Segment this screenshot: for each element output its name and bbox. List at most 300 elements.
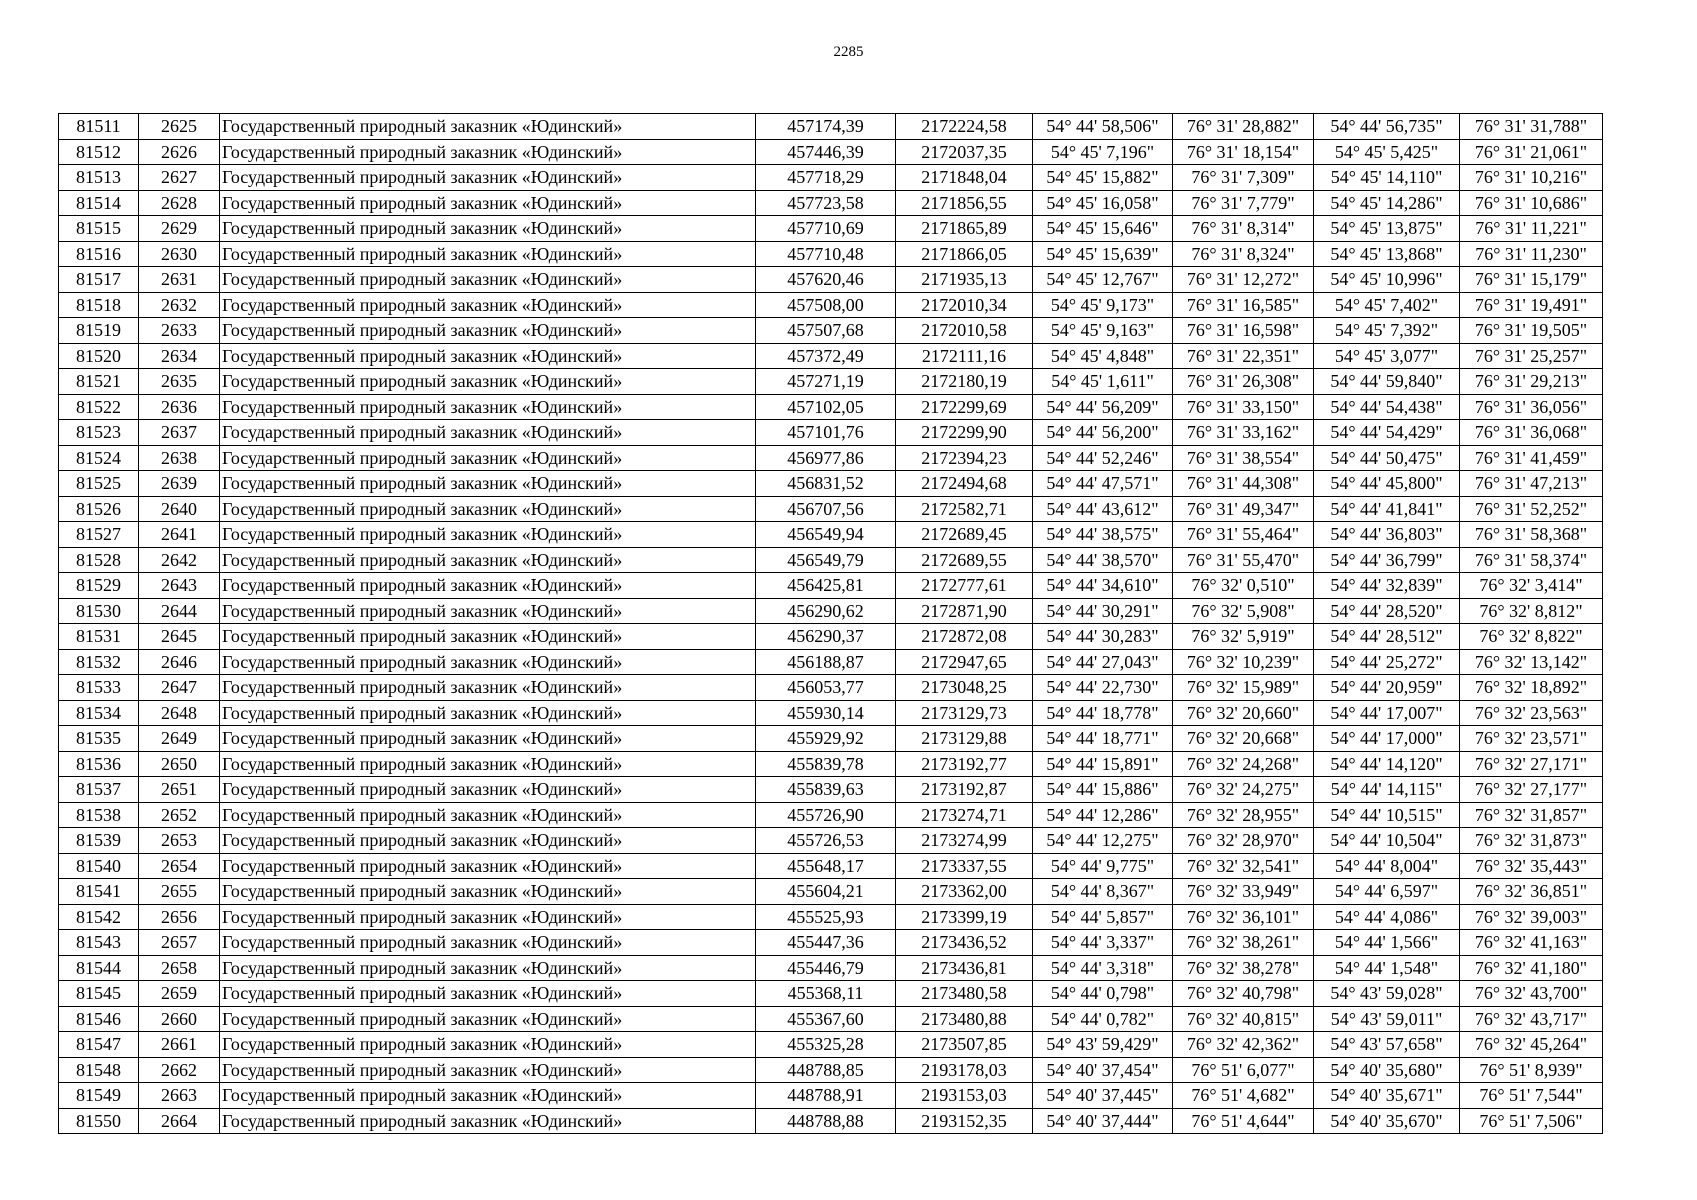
x-coordinate-cell: 457102,05: [756, 394, 896, 420]
longitude-2-cell: 76° 32' 45,264": [1460, 1032, 1603, 1058]
name-cell: Государственный природный заказник «Юдинский»: [220, 420, 756, 446]
y-coordinate-cell: 2172037,35: [896, 139, 1033, 165]
y-coordinate-cell: 2172947,65: [896, 649, 1033, 675]
latitude-1-cell: 54° 40' 37,444": [1033, 1108, 1173, 1134]
point-number-cell: 2664: [139, 1108, 220, 1134]
row-id-cell: 81536: [59, 751, 139, 777]
table-row: [59, 955, 1603, 981]
x-coordinate-cell: 448788,91: [756, 1083, 896, 1109]
x-coordinate-cell: 457507,68: [756, 318, 896, 344]
latitude-2-cell: 54° 44' 17,000": [1314, 726, 1460, 752]
x-coordinate-cell: 456425,81: [756, 573, 896, 599]
y-coordinate-cell: 2173507,85: [896, 1032, 1033, 1058]
name-cell: Государственный природный заказник «Юдинский»: [220, 904, 756, 930]
table-row: [59, 700, 1603, 726]
row-id-cell: 81535: [59, 726, 139, 752]
latitude-2-cell: 54° 44' 4,086": [1314, 904, 1460, 930]
longitude-1-cell: 76° 31' 33,162": [1173, 420, 1314, 446]
latitude-1-cell: 54° 44' 15,891": [1033, 751, 1173, 777]
latitude-2-cell: 54° 44' 8,004": [1314, 853, 1460, 879]
longitude-1-cell: 76° 32' 38,278": [1173, 955, 1314, 981]
row-id-cell: 81524: [59, 445, 139, 471]
name-cell: Государственный природный заказник «Юдинский»: [220, 190, 756, 216]
point-number-cell: 2650: [139, 751, 220, 777]
longitude-2-cell: 76° 31' 36,056": [1460, 394, 1603, 420]
point-number-cell: 2654: [139, 853, 220, 879]
table-row: [59, 981, 1603, 1007]
row-id-cell: 81540: [59, 853, 139, 879]
y-coordinate-cell: 2172494,68: [896, 471, 1033, 497]
row-id-cell: 81518: [59, 292, 139, 318]
longitude-1-cell: 76° 32' 32,541": [1173, 853, 1314, 879]
latitude-1-cell: 54° 44' 27,043": [1033, 649, 1173, 675]
point-number-cell: 2631: [139, 267, 220, 293]
row-id-cell: 81514: [59, 190, 139, 216]
name-cell: Государственный природный заказник «Юдинский»: [220, 1057, 756, 1083]
y-coordinate-cell: 2173192,77: [896, 751, 1033, 777]
y-coordinate-cell: 2171856,55: [896, 190, 1033, 216]
longitude-1-cell: 76° 31' 18,154": [1173, 139, 1314, 165]
longitude-2-cell: 76° 32' 41,163": [1460, 930, 1603, 956]
name-cell: Государственный природный заказник «Юдинский»: [220, 879, 756, 905]
table-row: [59, 114, 1603, 140]
x-coordinate-cell: 448788,88: [756, 1108, 896, 1134]
latitude-2-cell: 54° 44' 14,120": [1314, 751, 1460, 777]
table-row: [59, 318, 1603, 344]
longitude-1-cell: 76° 32' 42,362": [1173, 1032, 1314, 1058]
point-number-cell: 2642: [139, 547, 220, 573]
table-row: [59, 420, 1603, 446]
longitude-2-cell: 76° 32' 31,857": [1460, 802, 1603, 828]
table-row: [59, 471, 1603, 497]
latitude-1-cell: 54° 44' 9,775": [1033, 853, 1173, 879]
name-cell: Государственный природный заказник «Юдинский»: [220, 292, 756, 318]
longitude-2-cell: 76° 31' 41,459": [1460, 445, 1603, 471]
table-row: [59, 930, 1603, 956]
row-id-cell: 81526: [59, 496, 139, 522]
x-coordinate-cell: 455839,78: [756, 751, 896, 777]
longitude-1-cell: 76° 31' 16,585": [1173, 292, 1314, 318]
y-coordinate-cell: 2171865,89: [896, 216, 1033, 242]
latitude-2-cell: 54° 45' 5,425": [1314, 139, 1460, 165]
name-cell: Государственный природный заказник «Юдинский»: [220, 751, 756, 777]
table-row: [59, 216, 1603, 242]
latitude-2-cell: 54° 45' 14,110": [1314, 165, 1460, 191]
x-coordinate-cell: 455367,60: [756, 1006, 896, 1032]
latitude-2-cell: 54° 45' 7,402": [1314, 292, 1460, 318]
latitude-1-cell: 54° 44' 12,286": [1033, 802, 1173, 828]
table-row: [59, 828, 1603, 854]
point-number-cell: 2660: [139, 1006, 220, 1032]
y-coordinate-cell: 2173436,52: [896, 930, 1033, 956]
point-number-cell: 2652: [139, 802, 220, 828]
name-cell: Государственный природный заказник «Юдинский»: [220, 547, 756, 573]
x-coordinate-cell: 457446,39: [756, 139, 896, 165]
longitude-2-cell: 76° 32' 43,700": [1460, 981, 1603, 1007]
row-id-cell: 81525: [59, 471, 139, 497]
y-coordinate-cell: 2171848,04: [896, 165, 1033, 191]
longitude-2-cell: 76° 31' 52,252": [1460, 496, 1603, 522]
x-coordinate-cell: 456188,87: [756, 649, 896, 675]
longitude-1-cell: 76° 32' 20,668": [1173, 726, 1314, 752]
latitude-1-cell: 54° 44' 3,337": [1033, 930, 1173, 956]
table-row: [59, 726, 1603, 752]
latitude-2-cell: 54° 44' 1,548": [1314, 955, 1460, 981]
table-row: [59, 547, 1603, 573]
row-id-cell: 81512: [59, 139, 139, 165]
x-coordinate-cell: 455325,28: [756, 1032, 896, 1058]
longitude-1-cell: 76° 31' 28,882": [1173, 114, 1314, 140]
latitude-1-cell: 54° 45' 12,767": [1033, 267, 1173, 293]
y-coordinate-cell: 2171866,05: [896, 241, 1033, 267]
latitude-2-cell: 54° 43' 57,658": [1314, 1032, 1460, 1058]
point-number-cell: 2640: [139, 496, 220, 522]
table-row: [59, 343, 1603, 369]
table-row: [59, 598, 1603, 624]
row-id-cell: 81539: [59, 828, 139, 854]
y-coordinate-cell: 2172394,23: [896, 445, 1033, 471]
longitude-2-cell: 76° 51' 8,939": [1460, 1057, 1603, 1083]
row-id-cell: 81521: [59, 369, 139, 395]
y-coordinate-cell: 2172872,08: [896, 624, 1033, 650]
x-coordinate-cell: 455648,17: [756, 853, 896, 879]
table-row: [59, 445, 1603, 471]
longitude-1-cell: 76° 32' 10,239": [1173, 649, 1314, 675]
row-id-cell: 81543: [59, 930, 139, 956]
y-coordinate-cell: 2172224,58: [896, 114, 1033, 140]
x-coordinate-cell: 457620,46: [756, 267, 896, 293]
row-id-cell: 81515: [59, 216, 139, 242]
longitude-2-cell: 76° 31' 19,505": [1460, 318, 1603, 344]
latitude-2-cell: 54° 44' 20,959": [1314, 675, 1460, 701]
x-coordinate-cell: 455525,93: [756, 904, 896, 930]
row-id-cell: 81533: [59, 675, 139, 701]
name-cell: Государственный природный заказник «Юдинский»: [220, 241, 756, 267]
y-coordinate-cell: 2173048,25: [896, 675, 1033, 701]
latitude-1-cell: 54° 44' 34,610": [1033, 573, 1173, 599]
table-row: [59, 394, 1603, 420]
longitude-1-cell: 76° 32' 15,989": [1173, 675, 1314, 701]
latitude-2-cell: 54° 45' 7,392": [1314, 318, 1460, 344]
row-id-cell: 81544: [59, 955, 139, 981]
latitude-1-cell: 54° 44' 38,570": [1033, 547, 1173, 573]
y-coordinate-cell: 2173274,99: [896, 828, 1033, 854]
latitude-1-cell: 54° 45' 4,848": [1033, 343, 1173, 369]
latitude-1-cell: 54° 44' 18,771": [1033, 726, 1173, 752]
x-coordinate-cell: 456053,77: [756, 675, 896, 701]
latitude-2-cell: 54° 44' 45,800": [1314, 471, 1460, 497]
row-id-cell: 81549: [59, 1083, 139, 1109]
point-number-cell: 2628: [139, 190, 220, 216]
y-coordinate-cell: 2173480,58: [896, 981, 1033, 1007]
longitude-2-cell: 76° 31' 36,068": [1460, 420, 1603, 446]
latitude-2-cell: 54° 43' 59,028": [1314, 981, 1460, 1007]
name-cell: Государственный природный заказник «Юдинский»: [220, 165, 756, 191]
name-cell: Государственный природный заказник «Юдинский»: [220, 726, 756, 752]
longitude-2-cell: 76° 31' 10,686": [1460, 190, 1603, 216]
name-cell: Государственный природный заказник «Юдинский»: [220, 445, 756, 471]
page-number: 2285: [833, 44, 864, 60]
latitude-1-cell: 54° 45' 9,173": [1033, 292, 1173, 318]
latitude-2-cell: 54° 44' 41,841": [1314, 496, 1460, 522]
latitude-1-cell: 54° 45' 16,058": [1033, 190, 1173, 216]
latitude-1-cell: 54° 44' 0,798": [1033, 981, 1173, 1007]
longitude-1-cell: 76° 32' 28,970": [1173, 828, 1314, 854]
point-number-cell: 2638: [139, 445, 220, 471]
longitude-1-cell: 76° 32' 40,815": [1173, 1006, 1314, 1032]
y-coordinate-cell: 2172111,16: [896, 343, 1033, 369]
longitude-1-cell: 76° 31' 22,351": [1173, 343, 1314, 369]
point-number-cell: 2659: [139, 981, 220, 1007]
latitude-1-cell: 54° 44' 30,291": [1033, 598, 1173, 624]
longitude-1-cell: 76° 31' 44,308": [1173, 471, 1314, 497]
row-id-cell: 81531: [59, 624, 139, 650]
table-row: [59, 853, 1603, 879]
row-id-cell: 81532: [59, 649, 139, 675]
row-id-cell: 81522: [59, 394, 139, 420]
x-coordinate-cell: 455446,79: [756, 955, 896, 981]
y-coordinate-cell: 2173436,81: [896, 955, 1033, 981]
y-coordinate-cell: 2172299,69: [896, 394, 1033, 420]
point-number-cell: 2637: [139, 420, 220, 446]
table-row: [59, 904, 1603, 930]
row-id-cell: 81538: [59, 802, 139, 828]
latitude-2-cell: 54° 45' 13,868": [1314, 241, 1460, 267]
row-id-cell: 81547: [59, 1032, 139, 1058]
longitude-2-cell: 76° 32' 27,177": [1460, 777, 1603, 803]
longitude-2-cell: 76° 31' 11,230": [1460, 241, 1603, 267]
latitude-2-cell: 54° 44' 14,115": [1314, 777, 1460, 803]
point-number-cell: 2658: [139, 955, 220, 981]
latitude-2-cell: 54° 45' 3,077": [1314, 343, 1460, 369]
longitude-2-cell: 76° 32' 41,180": [1460, 955, 1603, 981]
longitude-1-cell: 76° 31' 8,314": [1173, 216, 1314, 242]
latitude-2-cell: 54° 44' 10,515": [1314, 802, 1460, 828]
y-coordinate-cell: 2172689,45: [896, 522, 1033, 548]
point-number-cell: 2636: [139, 394, 220, 420]
longitude-1-cell: 76° 31' 33,150": [1173, 394, 1314, 420]
latitude-1-cell: 54° 44' 12,275": [1033, 828, 1173, 854]
point-number-cell: 2662: [139, 1057, 220, 1083]
point-number-cell: 2643: [139, 573, 220, 599]
name-cell: Государственный природный заказник «Юдинский»: [220, 649, 756, 675]
y-coordinate-cell: 2172582,71: [896, 496, 1033, 522]
y-coordinate-cell: 2173399,19: [896, 904, 1033, 930]
row-id-cell: 81529: [59, 573, 139, 599]
longitude-1-cell: 76° 32' 24,275": [1173, 777, 1314, 803]
table-row: [59, 190, 1603, 216]
name-cell: Государственный природный заказник «Юдинский»: [220, 496, 756, 522]
table-row: [59, 624, 1603, 650]
latitude-1-cell: 54° 44' 0,782": [1033, 1006, 1173, 1032]
longitude-1-cell: 76° 31' 7,779": [1173, 190, 1314, 216]
row-id-cell: 81542: [59, 904, 139, 930]
y-coordinate-cell: 2173362,00: [896, 879, 1033, 905]
latitude-1-cell: 54° 45' 15,639": [1033, 241, 1173, 267]
name-cell: Государственный природный заказник «Юдинский»: [220, 114, 756, 140]
longitude-2-cell: 76° 32' 13,142": [1460, 649, 1603, 675]
name-cell: Государственный природный заказник «Юдинский»: [220, 573, 756, 599]
point-number-cell: 2645: [139, 624, 220, 650]
table-row: [59, 879, 1603, 905]
longitude-2-cell: 76° 32' 18,892": [1460, 675, 1603, 701]
name-cell: Государственный природный заказник «Юдинский»: [220, 1083, 756, 1109]
name-cell: Государственный природный заказник «Юдинский»: [220, 522, 756, 548]
longitude-1-cell: 76° 32' 28,955": [1173, 802, 1314, 828]
latitude-1-cell: 54° 44' 56,200": [1033, 420, 1173, 446]
latitude-2-cell: 54° 45' 10,996": [1314, 267, 1460, 293]
table-row: [59, 1083, 1603, 1109]
table-row: [59, 165, 1603, 191]
longitude-2-cell: 76° 51' 7,544": [1460, 1083, 1603, 1109]
name-cell: Государственный природный заказник «Юдинский»: [220, 1006, 756, 1032]
row-id-cell: 81541: [59, 879, 139, 905]
latitude-2-cell: 54° 44' 1,566": [1314, 930, 1460, 956]
latitude-1-cell: 54° 43' 59,429": [1033, 1032, 1173, 1058]
latitude-1-cell: 54° 44' 18,778": [1033, 700, 1173, 726]
longitude-1-cell: 76° 32' 5,919": [1173, 624, 1314, 650]
latitude-2-cell: 54° 44' 6,597": [1314, 879, 1460, 905]
latitude-2-cell: 54° 43' 59,011": [1314, 1006, 1460, 1032]
name-cell: Государственный природный заказник «Юдинский»: [220, 802, 756, 828]
point-number-cell: 2632: [139, 292, 220, 318]
y-coordinate-cell: 2173192,87: [896, 777, 1033, 803]
longitude-1-cell: 76° 32' 0,510": [1173, 573, 1314, 599]
row-id-cell: 81528: [59, 547, 139, 573]
point-number-cell: 2625: [139, 114, 220, 140]
latitude-1-cell: 54° 44' 43,612": [1033, 496, 1173, 522]
longitude-2-cell: 76° 32' 31,873": [1460, 828, 1603, 854]
longitude-1-cell: 76° 31' 49,347": [1173, 496, 1314, 522]
longitude-2-cell: 76° 32' 27,171": [1460, 751, 1603, 777]
point-number-cell: 2635: [139, 369, 220, 395]
table-row: [59, 496, 1603, 522]
point-number-cell: 2648: [139, 700, 220, 726]
latitude-1-cell: 54° 45' 7,196": [1033, 139, 1173, 165]
y-coordinate-cell: 2173337,55: [896, 853, 1033, 879]
table-row: [59, 1108, 1603, 1134]
row-id-cell: 81519: [59, 318, 139, 344]
row-id-cell: 81546: [59, 1006, 139, 1032]
y-coordinate-cell: 2172299,90: [896, 420, 1033, 446]
latitude-2-cell: 54° 44' 17,007": [1314, 700, 1460, 726]
longitude-1-cell: 76° 51' 4,644": [1173, 1108, 1314, 1134]
longitude-2-cell: 76° 31' 10,216": [1460, 165, 1603, 191]
latitude-1-cell: 54° 40' 37,454": [1033, 1057, 1173, 1083]
y-coordinate-cell: 2193153,03: [896, 1083, 1033, 1109]
table-row: [59, 573, 1603, 599]
longitude-2-cell: 76° 51' 7,506": [1460, 1108, 1603, 1134]
x-coordinate-cell: 455929,92: [756, 726, 896, 752]
longitude-1-cell: 76° 32' 36,101": [1173, 904, 1314, 930]
longitude-2-cell: 76° 31' 15,179": [1460, 267, 1603, 293]
latitude-1-cell: 54° 44' 3,318": [1033, 955, 1173, 981]
latitude-2-cell: 54° 44' 36,803": [1314, 522, 1460, 548]
point-number-cell: 2655: [139, 879, 220, 905]
latitude-2-cell: 54° 40' 35,680": [1314, 1057, 1460, 1083]
name-cell: Государственный природный заказник «Юдинский»: [220, 598, 756, 624]
table-row: [59, 751, 1603, 777]
x-coordinate-cell: 457101,76: [756, 420, 896, 446]
longitude-1-cell: 76° 31' 26,308": [1173, 369, 1314, 395]
y-coordinate-cell: 2172180,19: [896, 369, 1033, 395]
name-cell: Государственный природный заказник «Юдинский»: [220, 343, 756, 369]
y-coordinate-cell: 2172010,34: [896, 292, 1033, 318]
latitude-1-cell: 54° 44' 47,571": [1033, 471, 1173, 497]
point-number-cell: 2629: [139, 216, 220, 242]
longitude-2-cell: 76° 32' 3,414": [1460, 573, 1603, 599]
longitude-2-cell: 76° 32' 39,003": [1460, 904, 1603, 930]
latitude-2-cell: 54° 44' 59,840": [1314, 369, 1460, 395]
row-id-cell: 81530: [59, 598, 139, 624]
point-number-cell: 2627: [139, 165, 220, 191]
longitude-2-cell: 76° 31' 19,491": [1460, 292, 1603, 318]
y-coordinate-cell: 2193178,03: [896, 1057, 1033, 1083]
y-coordinate-cell: 2173129,88: [896, 726, 1033, 752]
latitude-1-cell: 54° 45' 1,611": [1033, 369, 1173, 395]
table-row: [59, 139, 1603, 165]
name-cell: Государственный природный заказник «Юдинский»: [220, 777, 756, 803]
longitude-2-cell: 76° 32' 35,443": [1460, 853, 1603, 879]
point-number-cell: 2644: [139, 598, 220, 624]
latitude-2-cell: 54° 40' 35,670": [1314, 1108, 1460, 1134]
point-number-cell: 2661: [139, 1032, 220, 1058]
point-number-cell: 2653: [139, 828, 220, 854]
longitude-1-cell: 76° 31' 12,272": [1173, 267, 1314, 293]
latitude-2-cell: 54° 44' 54,438": [1314, 394, 1460, 420]
longitude-1-cell: 76° 31' 8,324": [1173, 241, 1314, 267]
name-cell: Государственный природный заказник «Юдинский»: [220, 1108, 756, 1134]
table-row: [59, 649, 1603, 675]
table-row: [59, 1057, 1603, 1083]
point-number-cell: 2630: [139, 241, 220, 267]
table-row: [59, 241, 1603, 267]
latitude-2-cell: 54° 44' 36,799": [1314, 547, 1460, 573]
latitude-2-cell: 54° 40' 35,671": [1314, 1083, 1460, 1109]
y-coordinate-cell: 2172689,55: [896, 547, 1033, 573]
row-id-cell: 81511: [59, 114, 139, 140]
latitude-1-cell: 54° 40' 37,445": [1033, 1083, 1173, 1109]
longitude-2-cell: 76° 32' 8,812": [1460, 598, 1603, 624]
longitude-2-cell: 76° 31' 31,788": [1460, 114, 1603, 140]
longitude-1-cell: 76° 31' 7,309": [1173, 165, 1314, 191]
name-cell: Государственный природный заказник «Юдинский»: [220, 675, 756, 701]
longitude-2-cell: 76° 31' 21,061": [1460, 139, 1603, 165]
longitude-1-cell: 76° 32' 5,908": [1173, 598, 1314, 624]
table-row: [59, 369, 1603, 395]
x-coordinate-cell: 456977,86: [756, 445, 896, 471]
x-coordinate-cell: 457508,00: [756, 292, 896, 318]
point-number-cell: 2634: [139, 343, 220, 369]
y-coordinate-cell: 2171935,13: [896, 267, 1033, 293]
x-coordinate-cell: 455447,36: [756, 930, 896, 956]
longitude-2-cell: 76° 32' 8,822": [1460, 624, 1603, 650]
longitude-1-cell: 76° 31' 38,554": [1173, 445, 1314, 471]
latitude-2-cell: 54° 44' 10,504": [1314, 828, 1460, 854]
y-coordinate-cell: 2173480,88: [896, 1006, 1033, 1032]
row-id-cell: 81527: [59, 522, 139, 548]
y-coordinate-cell: 2172871,90: [896, 598, 1033, 624]
x-coordinate-cell: 455726,90: [756, 802, 896, 828]
latitude-1-cell: 54° 44' 38,575": [1033, 522, 1173, 548]
latitude-2-cell: 54° 44' 32,839": [1314, 573, 1460, 599]
x-coordinate-cell: 456707,56: [756, 496, 896, 522]
point-number-cell: 2641: [139, 522, 220, 548]
longitude-2-cell: 76° 31' 29,213": [1460, 369, 1603, 395]
longitude-1-cell: 76° 32' 33,949": [1173, 879, 1314, 905]
coordinates-table: [58, 113, 1603, 1134]
name-cell: Государственный природный заказник «Юдинский»: [220, 700, 756, 726]
